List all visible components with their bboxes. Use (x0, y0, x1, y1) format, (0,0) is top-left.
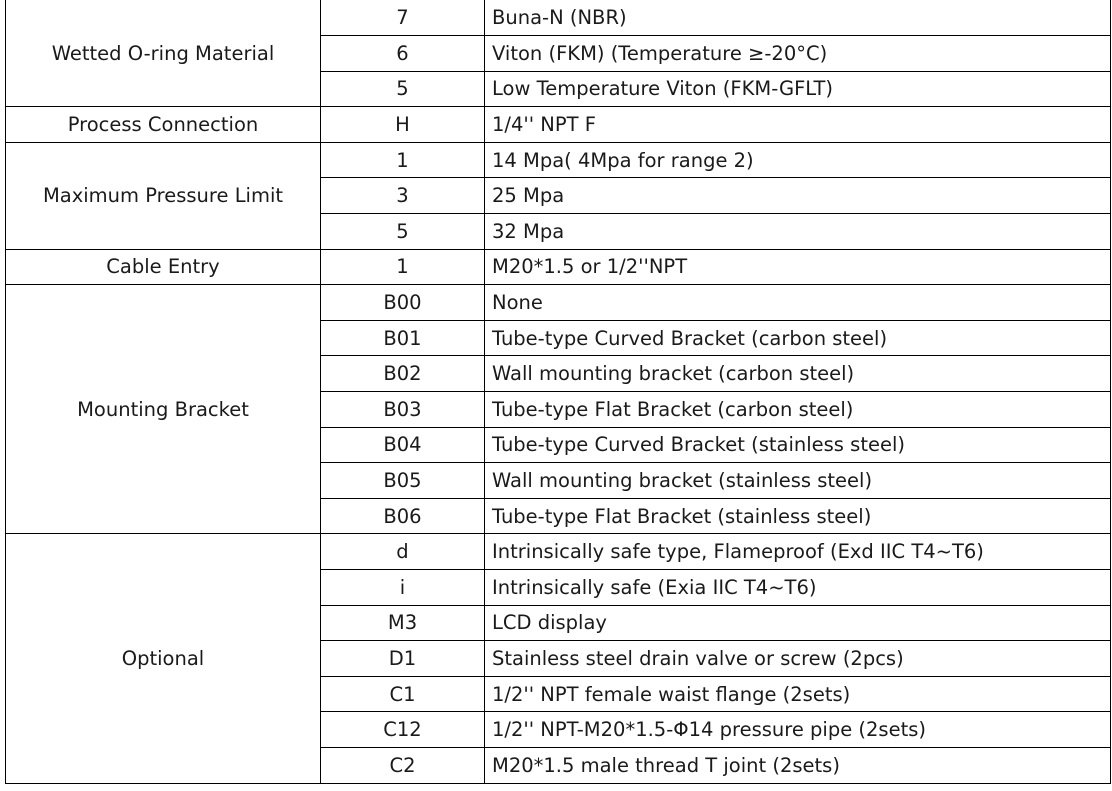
option-code: C1 (321, 676, 485, 712)
group-label: Process Connection (6, 107, 321, 143)
option-description: Wall mounting bracket (stainless steel) (485, 463, 1111, 499)
option-code: B01 (321, 320, 485, 356)
option-code: 6 (321, 36, 485, 72)
table-row (6, 249, 1111, 285)
option-code: d (321, 534, 485, 570)
group-label: Wetted O-ring Material (6, 0, 321, 107)
option-description: Tube-type Curved Bracket (carbon steel) (485, 320, 1111, 356)
option-description: M20*1.5 or 1/2''NPT (485, 249, 1111, 285)
option-description: Intrinsically safe type, Flameproof (Exd IIC T4~T6) (485, 534, 1111, 570)
table-row (6, 285, 1111, 321)
option-description: Tube-type Flat Bracket (carbon steel) (485, 392, 1111, 428)
spec-table-body (6, 0, 1111, 783)
group-label: Optional (6, 534, 321, 783)
option-description: Viton (FKM) (Temperature ≥-20°C) (485, 36, 1111, 72)
option-code: 3 (321, 178, 485, 214)
table-row (6, 534, 1111, 570)
option-code: B05 (321, 463, 485, 499)
option-description: 1/2'' NPT-M20*1.5-Φ14 pressure pipe (2sets) (485, 712, 1111, 748)
option-code: 5 (321, 214, 485, 250)
option-description: Stainless steel drain valve or screw (2pcs) (485, 641, 1111, 677)
table-row (6, 107, 1111, 143)
option-description: 32 Mpa (485, 214, 1111, 250)
option-description: 1/4'' NPT F (485, 107, 1111, 143)
option-code: 7 (321, 0, 485, 36)
option-code: 1 (321, 142, 485, 178)
option-description: 1/2'' NPT female waist flange (2sets) (485, 676, 1111, 712)
option-code: C12 (321, 712, 485, 748)
option-description: M20*1.5 male thread T joint (2sets) (485, 747, 1111, 783)
option-description: Tube-type Flat Bracket (stainless steel) (485, 498, 1111, 534)
option-code: B00 (321, 285, 485, 321)
option-code: B04 (321, 427, 485, 463)
option-description: 14 Mpa( 4Mpa for range 2) (485, 142, 1111, 178)
option-description: Intrinsically safe (Exia IIC T4~T6) (485, 570, 1111, 606)
option-description: Wall mounting bracket (carbon steel) (485, 356, 1111, 392)
option-code: 5 (321, 71, 485, 107)
option-code: M3 (321, 605, 485, 641)
option-description: Tube-type Curved Bracket (stainless steel) (485, 427, 1111, 463)
group-label: Cable Entry (6, 249, 321, 285)
table-row (6, 142, 1111, 178)
option-description: Low Temperature Viton (FKM-GFLT) (485, 71, 1111, 107)
option-description: LCD display (485, 605, 1111, 641)
option-code: D1 (321, 641, 485, 677)
option-code: B02 (321, 356, 485, 392)
spec-table (5, 0, 1111, 784)
table-row (6, 0, 1111, 36)
option-description: None (485, 285, 1111, 321)
option-code: 1 (321, 249, 485, 285)
option-code: H (321, 107, 485, 143)
option-description: Buna-N (NBR) (485, 0, 1111, 36)
option-code: i (321, 570, 485, 606)
option-code: B03 (321, 392, 485, 428)
option-code: C2 (321, 747, 485, 783)
group-label: Maximum Pressure Limit (6, 142, 321, 249)
option-code: B06 (321, 498, 485, 534)
option-description: 25 Mpa (485, 178, 1111, 214)
group-label: Mounting Bracket (6, 285, 321, 534)
